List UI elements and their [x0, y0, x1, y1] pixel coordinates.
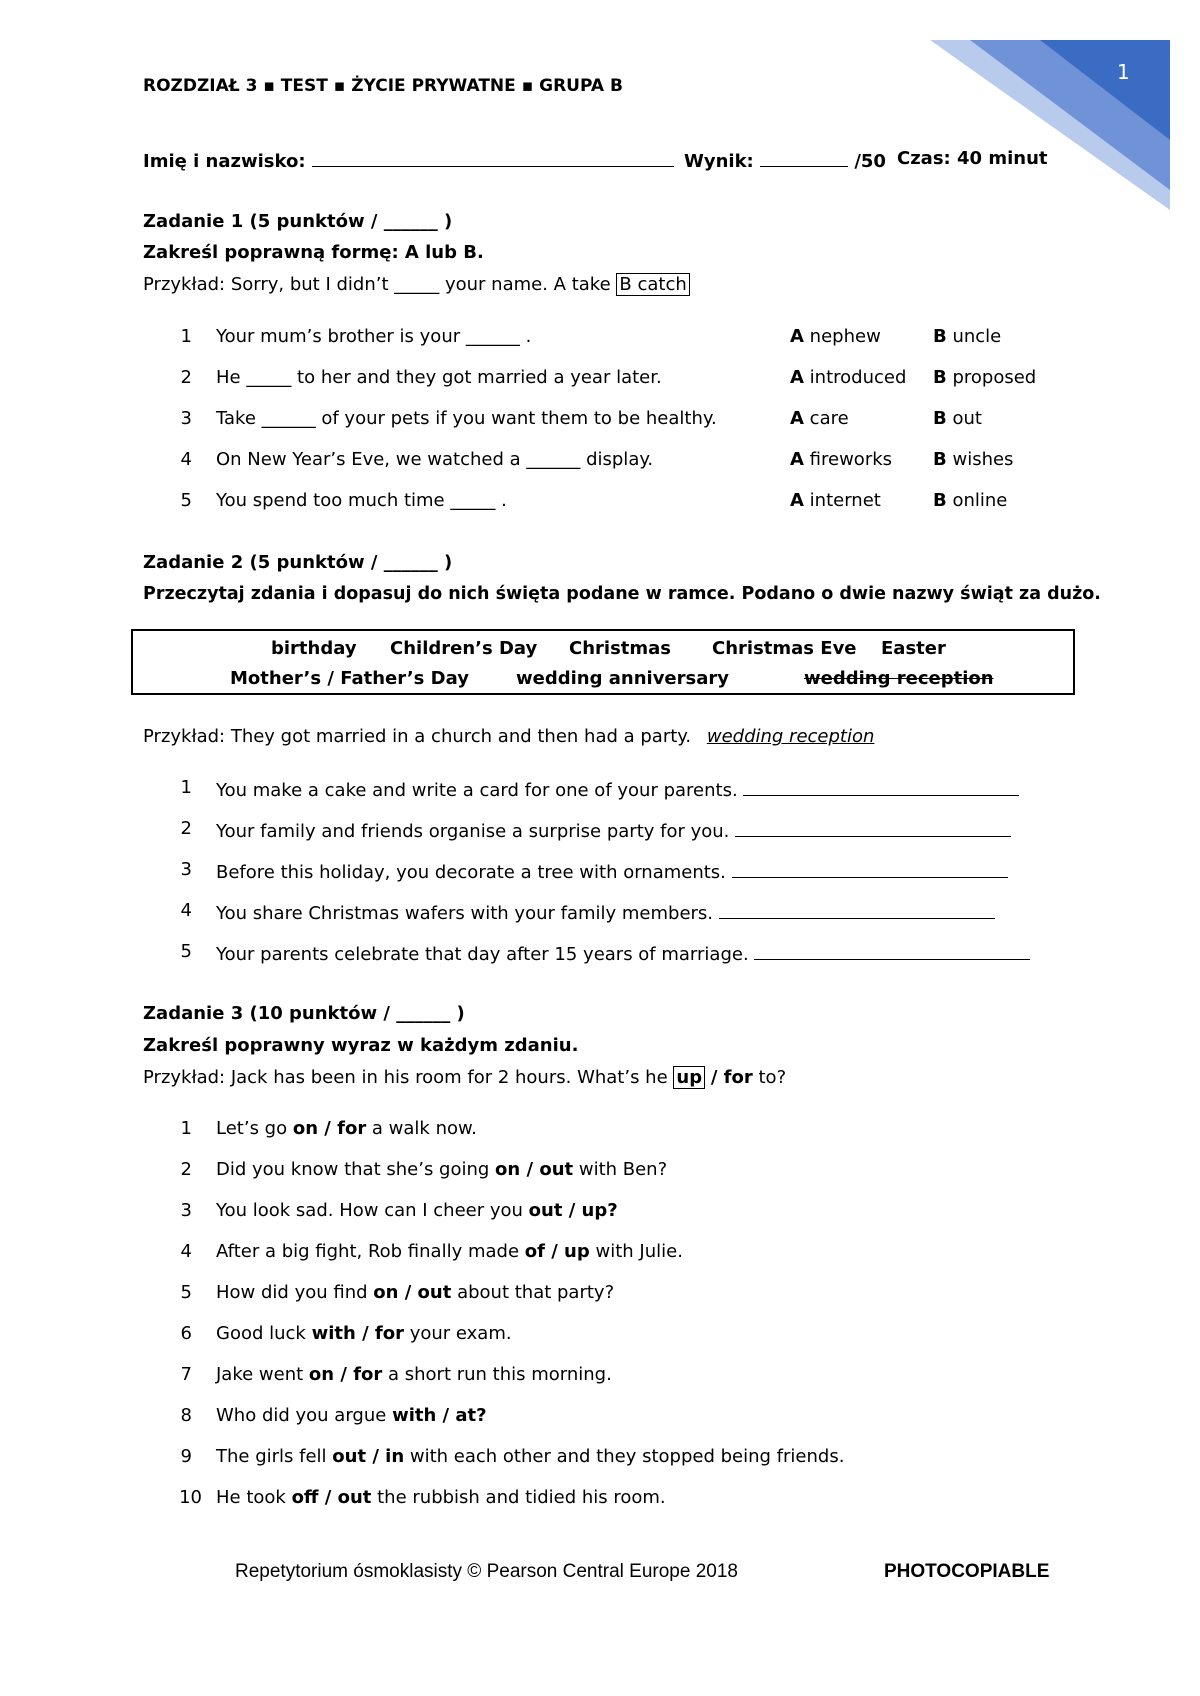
task3-instruction: Zakreśl poprawny wyraz w każdym zdaniu.	[143, 1035, 579, 1056]
item-number: 1	[180, 326, 192, 347]
word-box-item: Mother’s / Father’s Day	[230, 668, 469, 689]
item-number: 5	[180, 490, 192, 511]
answer-field[interactable]	[732, 859, 1008, 878]
word-box-item-crossed: wedding reception	[804, 668, 994, 689]
task2-heading: Zadanie 2 (5 punktów / ______ )	[143, 552, 453, 573]
item-number: 8	[180, 1405, 192, 1426]
answer-field[interactable]	[735, 818, 1011, 837]
option-b[interactable]: B out	[933, 408, 982, 429]
item-number: 5	[180, 1282, 192, 1303]
name-row	[143, 148, 674, 172]
word-options[interactable]: out / in	[332, 1446, 405, 1467]
task1-example-a: A take	[553, 274, 611, 295]
item-number: 1	[180, 1118, 192, 1139]
word-options[interactable]: out / up?	[528, 1200, 618, 1221]
task2-example-answer: wedding reception	[706, 726, 875, 747]
item-text: He _____ to her and they got married a year later.	[216, 367, 662, 388]
item-number: 3	[180, 408, 192, 429]
word-box-item: Christmas	[569, 638, 672, 659]
page-title: ROZDZIAŁ 3 ▪ TEST ▪ ŻYCIE PRYWATNE ▪ GRUPA B	[143, 76, 623, 96]
option-b[interactable]: B uncle	[933, 326, 1002, 347]
option-a[interactable]: A care	[790, 408, 849, 429]
item-text: You spend too much time _____ .	[216, 490, 507, 511]
item-number: 4	[180, 1241, 192, 1262]
item-text: Before this holiday, you decorate a tree with ornaments.	[216, 862, 726, 883]
item-number: 1	[180, 777, 192, 798]
item-text: Your family and friends organise a surprise party for you.	[216, 821, 730, 842]
task1-example-text: Przykład: Sorry, but I didn’t _____ your name.	[143, 274, 548, 295]
word-options[interactable]: on / for	[308, 1364, 383, 1385]
score-label: Wynik:	[684, 151, 754, 172]
answer-field[interactable]	[719, 900, 995, 919]
option-b[interactable]: B wishes	[933, 449, 1014, 470]
option-a[interactable]: A introduced	[790, 367, 907, 388]
option-b[interactable]: B online	[933, 490, 1008, 511]
word-box-item: wedding anniversary	[516, 668, 729, 689]
score-max: /50	[854, 151, 886, 172]
task3-example-circled: up	[673, 1066, 705, 1089]
task1-instruction: Zakreśl poprawną formę: A lub B.	[143, 242, 484, 263]
option-a[interactable]: A nephew	[790, 326, 881, 347]
option-a[interactable]: A fireworks	[790, 449, 893, 470]
task1-example-b-circled: B catch	[616, 273, 689, 296]
score-row	[684, 148, 886, 172]
task3-example-text: Przykład: Jack has been in his room for 2 hours. What’s he	[143, 1067, 668, 1088]
score-field[interactable]	[760, 148, 848, 167]
word-options[interactable]: of / up	[524, 1241, 590, 1262]
task3-heading: Zadanie 3 (10 punktów / ______ )	[143, 1003, 465, 1024]
corner-decoration	[930, 40, 1170, 210]
word-options[interactable]: on / for	[292, 1118, 367, 1139]
item-number: 5	[180, 941, 192, 962]
task3-example-end: to?	[758, 1067, 787, 1088]
task1-example	[143, 274, 690, 295]
item-text: Your parents celebrate that day after 15 years of marriage.	[216, 944, 749, 965]
word-box-item: Christmas Eve	[712, 638, 857, 659]
item-number: 6	[180, 1323, 192, 1344]
task3-example	[143, 1067, 786, 1088]
item-number: 7	[180, 1364, 192, 1385]
word-options[interactable]: on / out	[373, 1282, 452, 1303]
item-text: On New Year’s Eve, we watched a ______ display.	[216, 449, 654, 470]
task1-heading: Zadanie 1 (5 punktów / ______ )	[143, 211, 453, 232]
item-number: 2	[180, 367, 192, 388]
item-text: Take ______ of your pets if you want them to be healthy.	[216, 408, 717, 429]
word-box	[131, 629, 1075, 695]
task2-example-text: Przykład: They got married in a church and then had a party.	[143, 726, 692, 747]
word-options[interactable]: with / for	[311, 1323, 404, 1344]
word-box-item: birthday	[271, 638, 357, 659]
task2-example	[143, 726, 874, 747]
word-options[interactable]: on / out	[495, 1159, 574, 1180]
answer-field[interactable]	[743, 777, 1019, 796]
name-label: Imię i nazwisko:	[143, 151, 306, 172]
page-number: 1	[1117, 60, 1130, 84]
word-options[interactable]: off / out	[291, 1487, 372, 1508]
item-text: You share Christmas wafers with your family members.	[216, 903, 714, 924]
item-number: 3	[180, 859, 192, 880]
item-text: You make a cake and write a card for one of your parents.	[216, 780, 738, 801]
time-label: Czas: 40 minut	[897, 148, 1048, 169]
name-field[interactable]	[312, 148, 674, 167]
option-b[interactable]: B proposed	[933, 367, 1037, 388]
item-number: 4	[180, 449, 192, 470]
item-number: 3	[180, 1200, 192, 1221]
item-number: 2	[180, 1159, 192, 1180]
item-number: 4	[180, 900, 192, 921]
footer-photocopiable: PHOTOCOPIABLE	[884, 1561, 1050, 1582]
item-text: Your mum’s brother is your ______ .	[216, 326, 532, 347]
item-number: 2	[180, 818, 192, 839]
word-box-item: Easter	[881, 638, 946, 659]
item-number: 10	[179, 1487, 202, 1508]
word-box-item: Children’s Day	[390, 638, 538, 659]
task2-instruction: Przeczytaj zdania i dopasuj do nich święta podane w ramce. Podano o dwie nazwy świąt za dużo.	[143, 584, 1101, 604]
option-a[interactable]: A internet	[790, 490, 881, 511]
footer-copyright: Repetytorium ósmoklasisty © Pearson Central Europe 2018	[235, 1561, 738, 1582]
answer-field[interactable]	[754, 941, 1030, 960]
word-options[interactable]: with / at?	[392, 1405, 487, 1426]
item-number: 9	[180, 1446, 192, 1467]
task3-example-options: / for	[710, 1067, 753, 1088]
